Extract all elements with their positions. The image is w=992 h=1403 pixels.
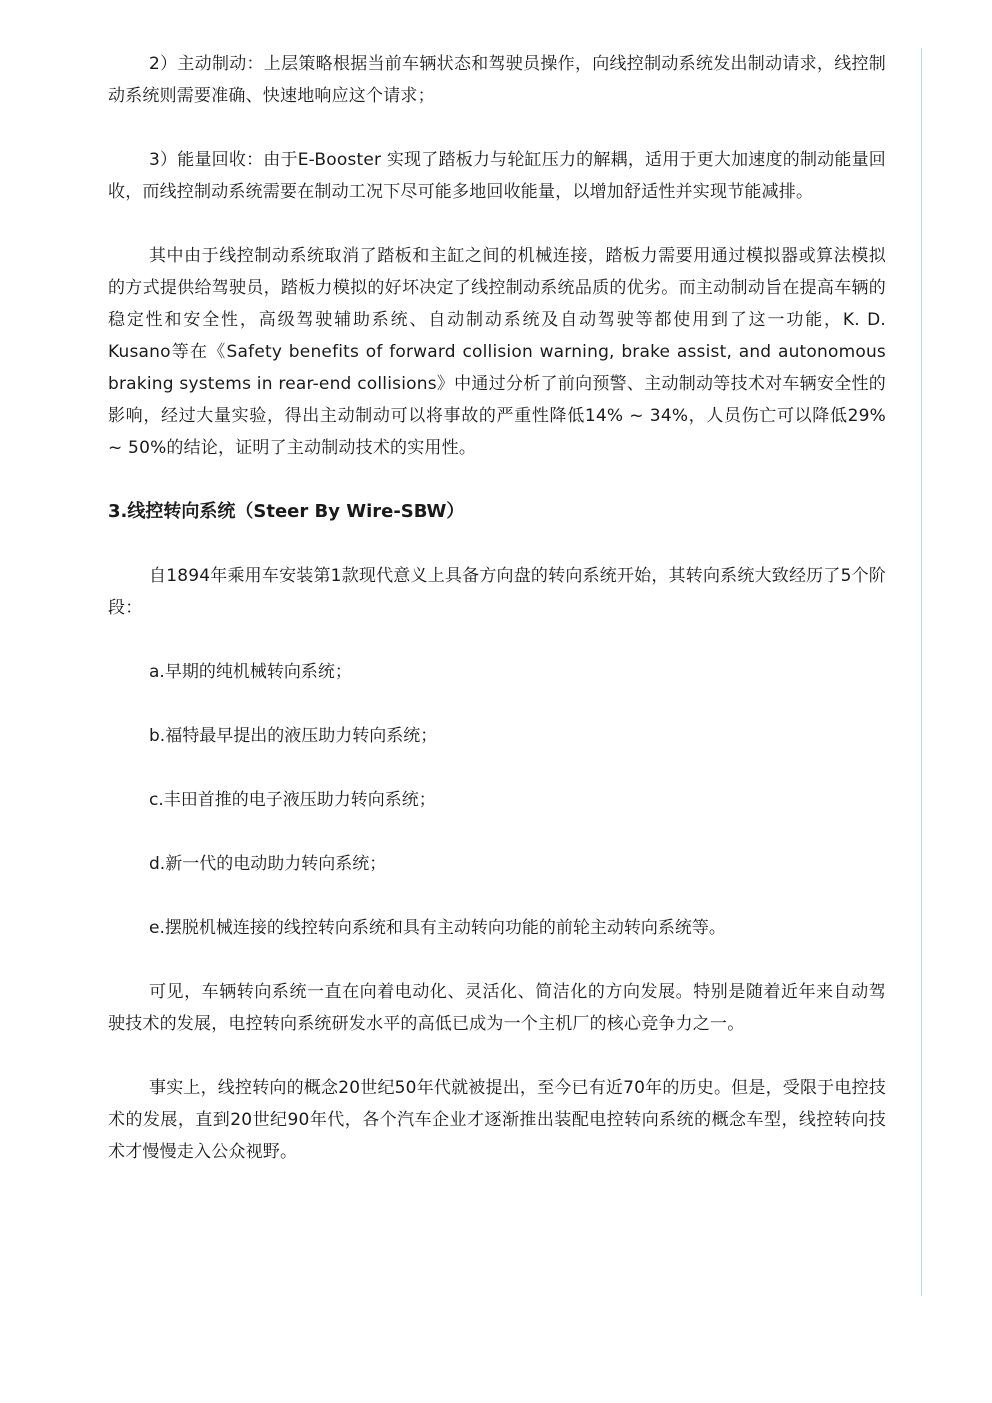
- paragraph-pedal-simulation: 其中由于线控制动系统取消了踏板和主缸之间的机械连接，踏板力需要用通过模拟器或算法模拟的方式提供给驾驶员，踏板力模拟的好坏决定了线控制动系统品质的优劣。而主动制动旨在提高车辆的稳定性和安全性，高级驾驶辅助系统、自动制动系统及自动驾驶等都使用到了这一功能，K. D. Kusano等在《Safety benefits of forward collision warning, brake assist, and autonomous braking systems in rear-end collisions》中通过分析了前向预警、主动制动等技术对车辆安全性的影响，经过大量实验，得出主动制动可以将事故的严重性降低14% ~ 34%，人员伤亡可以降低29% ~ 50%的结论，证明了主动制动技术的实用性。: [108, 246, 886, 458]
- paragraph-steering-history: 事实上，线控转向的概念20世纪50年代就被提出，至今已有近70年的历史。但是，受限于电控技术的发展，直到20世纪90年代，各个汽车企业才逐渐推出装配电控转向系统的概念车型，线控转向技术才慢慢走入公众视野。: [108, 1078, 886, 1162]
- paragraph-energy-recovery: 3）能量回收：由于E-Booster 实现了踏板力与轮缸压力的解耦，适用于更大加速度的制动能量回收，而线控制动系统需要在制动工况下尽可能多地回收能量，以增加舒适性并实现节能减排。: [108, 150, 886, 202]
- list-item: e.摆脱机械连接的线控转向系统和具有主动转向功能的前轮主动转向系统等。: [149, 918, 726, 938]
- document-body: [108, 48, 886, 1168]
- paragraph-active-braking: 2）主动制动：上层策略根据当前车辆状态和驾驶员操作，向线控制动系统发出制动请求，线控制动系统则需要准确、快速地响应这个请求；: [108, 54, 886, 106]
- list-item: d.新一代的电动助力转向系统；: [149, 854, 387, 874]
- margin-rule: [921, 48, 922, 1296]
- paragraph-steering-trend: 可见，车辆转向系统一直在向着电动化、灵活化、简洁化的方向发展。特别是随着近年来自动驾驶技术的发展，电控转向系统研发水平的高低已成为一个主机厂的核心竞争力之一。: [108, 982, 886, 1034]
- section-title-close: ）: [446, 501, 465, 522]
- list-item: a.早期的纯机械转向系统；: [149, 662, 352, 682]
- section-title-en: Steer By Wire-SBW: [253, 501, 447, 522]
- paragraph-steering-intro: 自1894年乘用车安装第1款现代意义上具备方向盘的转向系统开始，其转向系统大致经历了5个阶段：: [108, 566, 886, 618]
- list-item: b.福特最早提出的液压助力转向系统；: [149, 726, 438, 746]
- section-number: 3.: [108, 501, 128, 522]
- section-heading: [108, 496, 886, 528]
- list-item: c.丰田首推的电子液压助力转向系统；: [149, 790, 436, 810]
- section-title-cn: 线控转向系统（: [127, 501, 254, 522]
